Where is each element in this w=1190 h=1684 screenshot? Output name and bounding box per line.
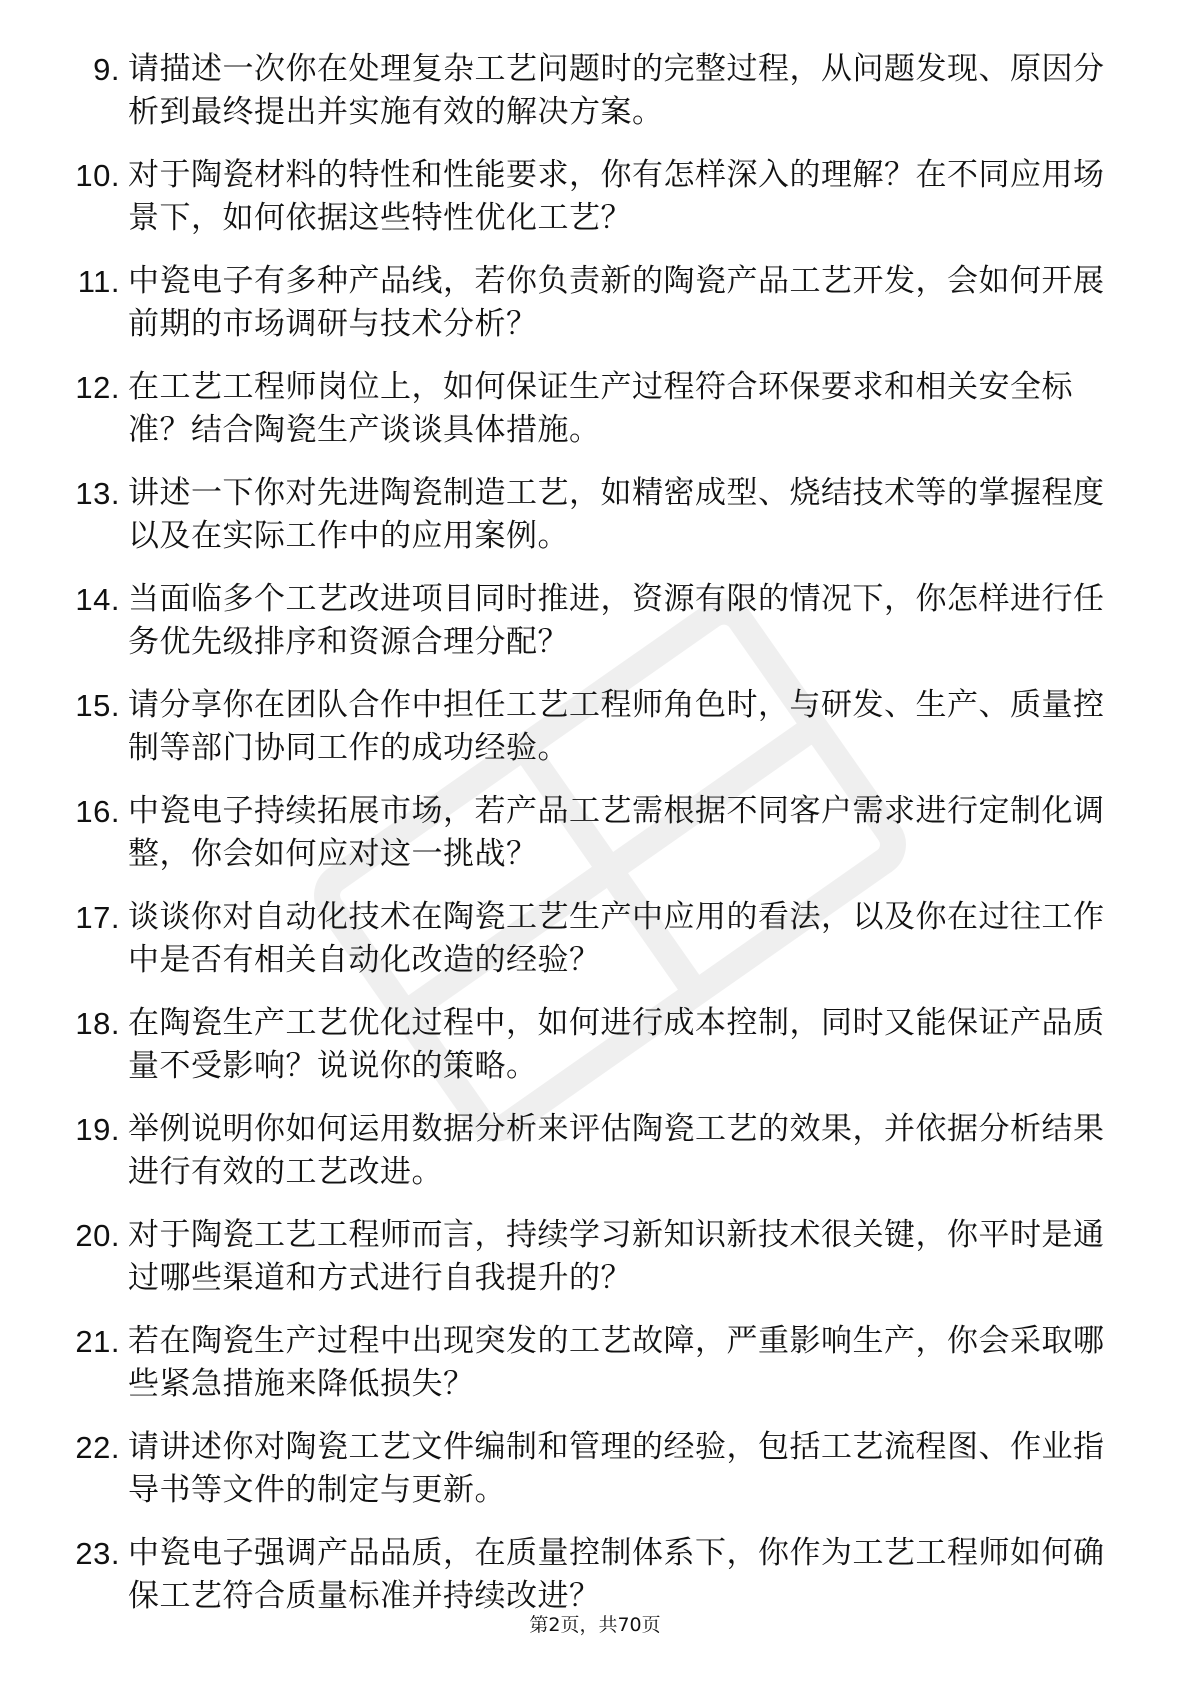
question-item xyxy=(60,154,1120,260)
question-text: 对于陶瓷材料的特性和性能要求，你有怎样深入的理解？在不同应用场景下，如何依据这些特性优化工艺？ xyxy=(128,157,1105,236)
question-item xyxy=(60,366,1120,472)
question-item xyxy=(60,1426,1120,1532)
question-text: 当面临多个工艺改进项目同时推进，资源有限的情况下，你怎样进行任务优先级排序和资源合理分配？ xyxy=(128,581,1105,660)
question-item xyxy=(60,260,1120,366)
question-number: 11. xyxy=(77,264,120,299)
question-text: 若在陶瓷生产过程中出现突发的工艺故障，严重影响生产，你会采取哪些紧急措施来降低损失？ xyxy=(128,1323,1105,1402)
question-item xyxy=(60,684,1120,790)
question-text: 讲述一下你对先进陶瓷制造工艺，如精密成型、烧结技术等的掌握程度以及在实际工作中的应用案例。 xyxy=(128,475,1105,554)
page-number-label: 第2页，共70页 xyxy=(529,1614,661,1636)
question-number: 9. xyxy=(93,52,120,87)
question-item xyxy=(60,472,1120,578)
question-number: 23. xyxy=(75,1536,120,1571)
question-item xyxy=(60,578,1120,684)
question-list xyxy=(60,48,1120,1638)
question-text: 请分享你在团队合作中担任工艺工程师角色时，与研发、生产、质量控制等部门协同工作的成功经验。 xyxy=(128,687,1105,766)
question-text: 请描述一次你在处理复杂工艺问题时的完整过程，从问题发现、原因分析到最终提出并实施有效的解决方案。 xyxy=(128,51,1105,130)
question-text: 谈谈你对自动化技术在陶瓷工艺生产中应用的看法，以及你在过往工作中是否有相关自动化改造的经验？ xyxy=(128,899,1105,978)
question-number: 17. xyxy=(75,900,120,935)
question-item xyxy=(60,1320,1120,1426)
question-number: 18. xyxy=(75,1006,120,1041)
question-text: 在陶瓷生产工艺优化过程中，如何进行成本控制，同时又能保证产品质量不受影响？说说你的策略。 xyxy=(128,1005,1105,1084)
question-text: 中瓷电子强调产品品质，在质量控制体系下，你作为工艺工程师如何确保工艺符合质量标准并持续改进？ xyxy=(128,1535,1105,1614)
question-item xyxy=(60,1108,1120,1214)
question-item xyxy=(60,1214,1120,1320)
question-item xyxy=(60,790,1120,896)
question-number: 10. xyxy=(75,158,120,193)
page-footer xyxy=(0,1610,1190,1637)
question-number: 22. xyxy=(75,1430,120,1465)
question-number: 16. xyxy=(75,794,120,829)
question-number: 19. xyxy=(75,1112,120,1147)
question-text: 对于陶瓷工艺工程师而言，持续学习新知识新技术很关键，你平时是通过哪些渠道和方式进行自我提升的？ xyxy=(128,1217,1105,1296)
question-number: 12. xyxy=(75,370,120,405)
question-item xyxy=(60,896,1120,1002)
question-text: 举例说明你如何运用数据分析来评估陶瓷工艺的效果，并依据分析结果进行有效的工艺改进。 xyxy=(128,1111,1105,1190)
question-text: 在工艺工程师岗位上，如何保证生产过程符合环保要求和相关安全标准？结合陶瓷生产谈谈具体措施。 xyxy=(128,369,1073,448)
question-number: 14. xyxy=(75,582,120,617)
question-number: 13. xyxy=(75,476,120,511)
question-number: 21. xyxy=(75,1324,120,1359)
question-number: 15. xyxy=(75,688,120,723)
question-number: 20. xyxy=(75,1218,120,1253)
question-text: 中瓷电子有多种产品线，若你负责新的陶瓷产品工艺开发，会如何开展前期的市场调研与技术分析？ xyxy=(128,263,1105,342)
question-item xyxy=(60,48,1120,154)
question-item xyxy=(60,1002,1120,1108)
question-text: 请讲述你对陶瓷工艺文件编制和管理的经验，包括工艺流程图、作业指导书等文件的制定与更新。 xyxy=(128,1429,1105,1508)
question-text: 中瓷电子持续拓展市场，若产品工艺需根据不同客户需求进行定制化调整，你会如何应对这一挑战？ xyxy=(128,793,1105,872)
